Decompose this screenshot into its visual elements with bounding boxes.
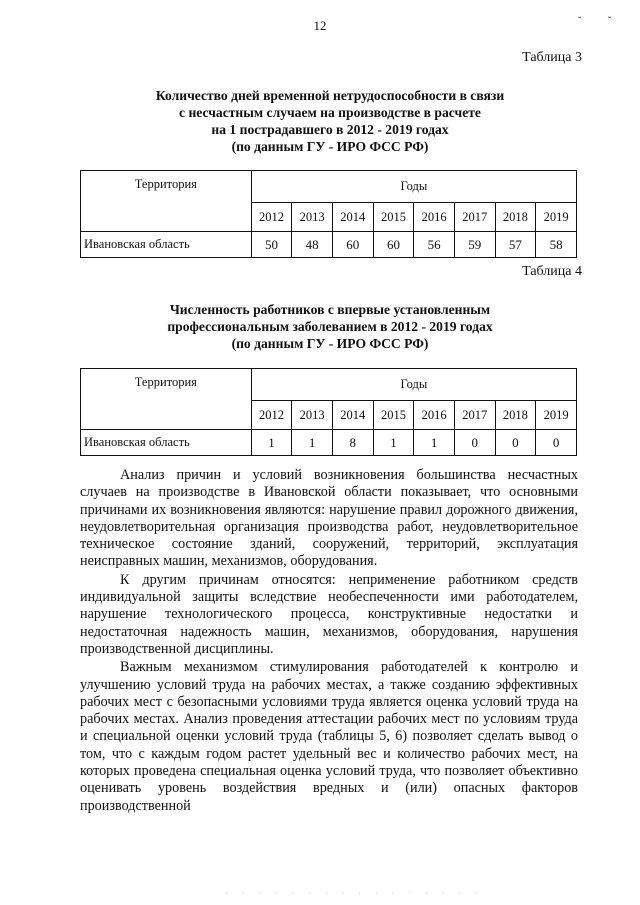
table4-label: Таблица 4 (522, 264, 582, 279)
table4-year: 2018 (495, 401, 536, 430)
paragraph: К другим причинам относятся: неприменение работником средств индивидуальной защиты вследствие необеспеченности ими работодателем, нарушение технологического процесса, конструктивные недостатки и недостаточная надежность машин, механизмов, оборудования, нарушения производственной дисциплины. (80, 571, 578, 657)
table3-caption-line: с несчастным случаем на производстве в расчете (179, 105, 481, 120)
table3-year: 2012 (251, 203, 292, 232)
table3-year: 2018 (495, 203, 536, 232)
paragraph: Анализ причин и условий возникновения большинства несчастных случаев на производстве в Ивановской области показывает, что основными причинами их возникновения являются: нарушение правил дорожного движения, неудовлетворительная организация производства работ, неудовлетворительное техническое состояние зданий, сооружений, территорий, эксплуатация неисправных машин, механизмов, оборудования. (80, 467, 578, 570)
table4-value: 1 (251, 430, 292, 456)
table3-value: 48 (292, 232, 333, 258)
table4-header-years: Годы (251, 369, 576, 401)
table4-value: 0 (495, 430, 536, 456)
table4-value: 8 (332, 430, 373, 456)
table3-value: 59 (454, 232, 495, 258)
table3-year: 2013 (292, 203, 333, 232)
table3-year: 2015 (373, 203, 414, 232)
table3-value: 57 (495, 232, 536, 258)
table4-caption-line: профессиональным заболеванием в 2012 - 2019 годах (167, 319, 493, 334)
table3-header-territory: Территория (81, 171, 252, 232)
table4-value: 1 (414, 430, 455, 456)
table3-value: 50 (251, 232, 292, 258)
table4-year: 2016 (414, 401, 455, 430)
table4-caption (110, 301, 550, 352)
table3-year: 2019 (536, 203, 577, 232)
table3-caption-line: (по данным ГУ - ИРО ФСС РФ) (231, 139, 429, 154)
table4-value: 1 (373, 430, 414, 456)
table4-year: 2014 (332, 401, 373, 430)
table4-year: 2015 (373, 401, 414, 430)
scan-marks: ˘ ˇ (578, 16, 624, 27)
table3-region: Ивановская область (81, 232, 252, 258)
table3-value: 58 (536, 232, 577, 258)
table3-year: 2017 (454, 203, 495, 232)
table4-caption-line: (по данным ГУ - ИРО ФСС РФ) (231, 336, 429, 351)
table4-region: Ивановская область (81, 430, 252, 456)
table4-year: 2019 (536, 401, 577, 430)
table3-caption-line: Количество дней временной нетрудоспособности в связи (155, 88, 505, 103)
table4-year: 2012 (251, 401, 292, 430)
table4-value: 0 (454, 430, 495, 456)
table3-header-years: Годы (251, 171, 576, 203)
paragraph: Важным механизмом стимулирования работодателей к контролю и улучшению условий труда на рабочих местах, а также созданию эффективных рабочих мест с безопасными условиями труда является оценка условий труда на рабочих местах. Анализ проведения аттестации рабочих мест по условиям труда и специальной оценки условий труда (таблицы 5, 6) позволяет сделать вывод о том, что с каждым годом растет удельный вес и количество рабочих мест, на которых проведена специальная оценка условий труда, что позволяет объективно оценивать уровень воздействия вредных и (или) опасных факторов производственной (80, 659, 578, 814)
table3-caption (110, 87, 550, 155)
scan-artifact-dots: · · · · · · · · · · · · · · · · (225, 889, 484, 898)
body-text (80, 467, 578, 815)
table4-year: 2013 (292, 401, 333, 430)
table4-value: 0 (536, 430, 577, 456)
table3-label: Таблица 3 (522, 50, 582, 65)
table3-year: 2014 (332, 203, 373, 232)
table3 (80, 170, 577, 258)
table4 (80, 368, 577, 456)
page-number: 12 (313, 18, 327, 33)
table3-caption-line: на 1 пострадавшего в 2012 - 2019 годах (211, 122, 449, 137)
table3-value: 60 (332, 232, 373, 258)
table3-value: 60 (373, 232, 414, 258)
table3-value: 56 (414, 232, 455, 258)
table4-header-territory: Территория (81, 369, 252, 430)
table3-year: 2016 (414, 203, 455, 232)
table4-caption-line: Численность работников с впервые установленным (169, 302, 491, 317)
table4-year: 2017 (454, 401, 495, 430)
table4-value: 1 (292, 430, 333, 456)
